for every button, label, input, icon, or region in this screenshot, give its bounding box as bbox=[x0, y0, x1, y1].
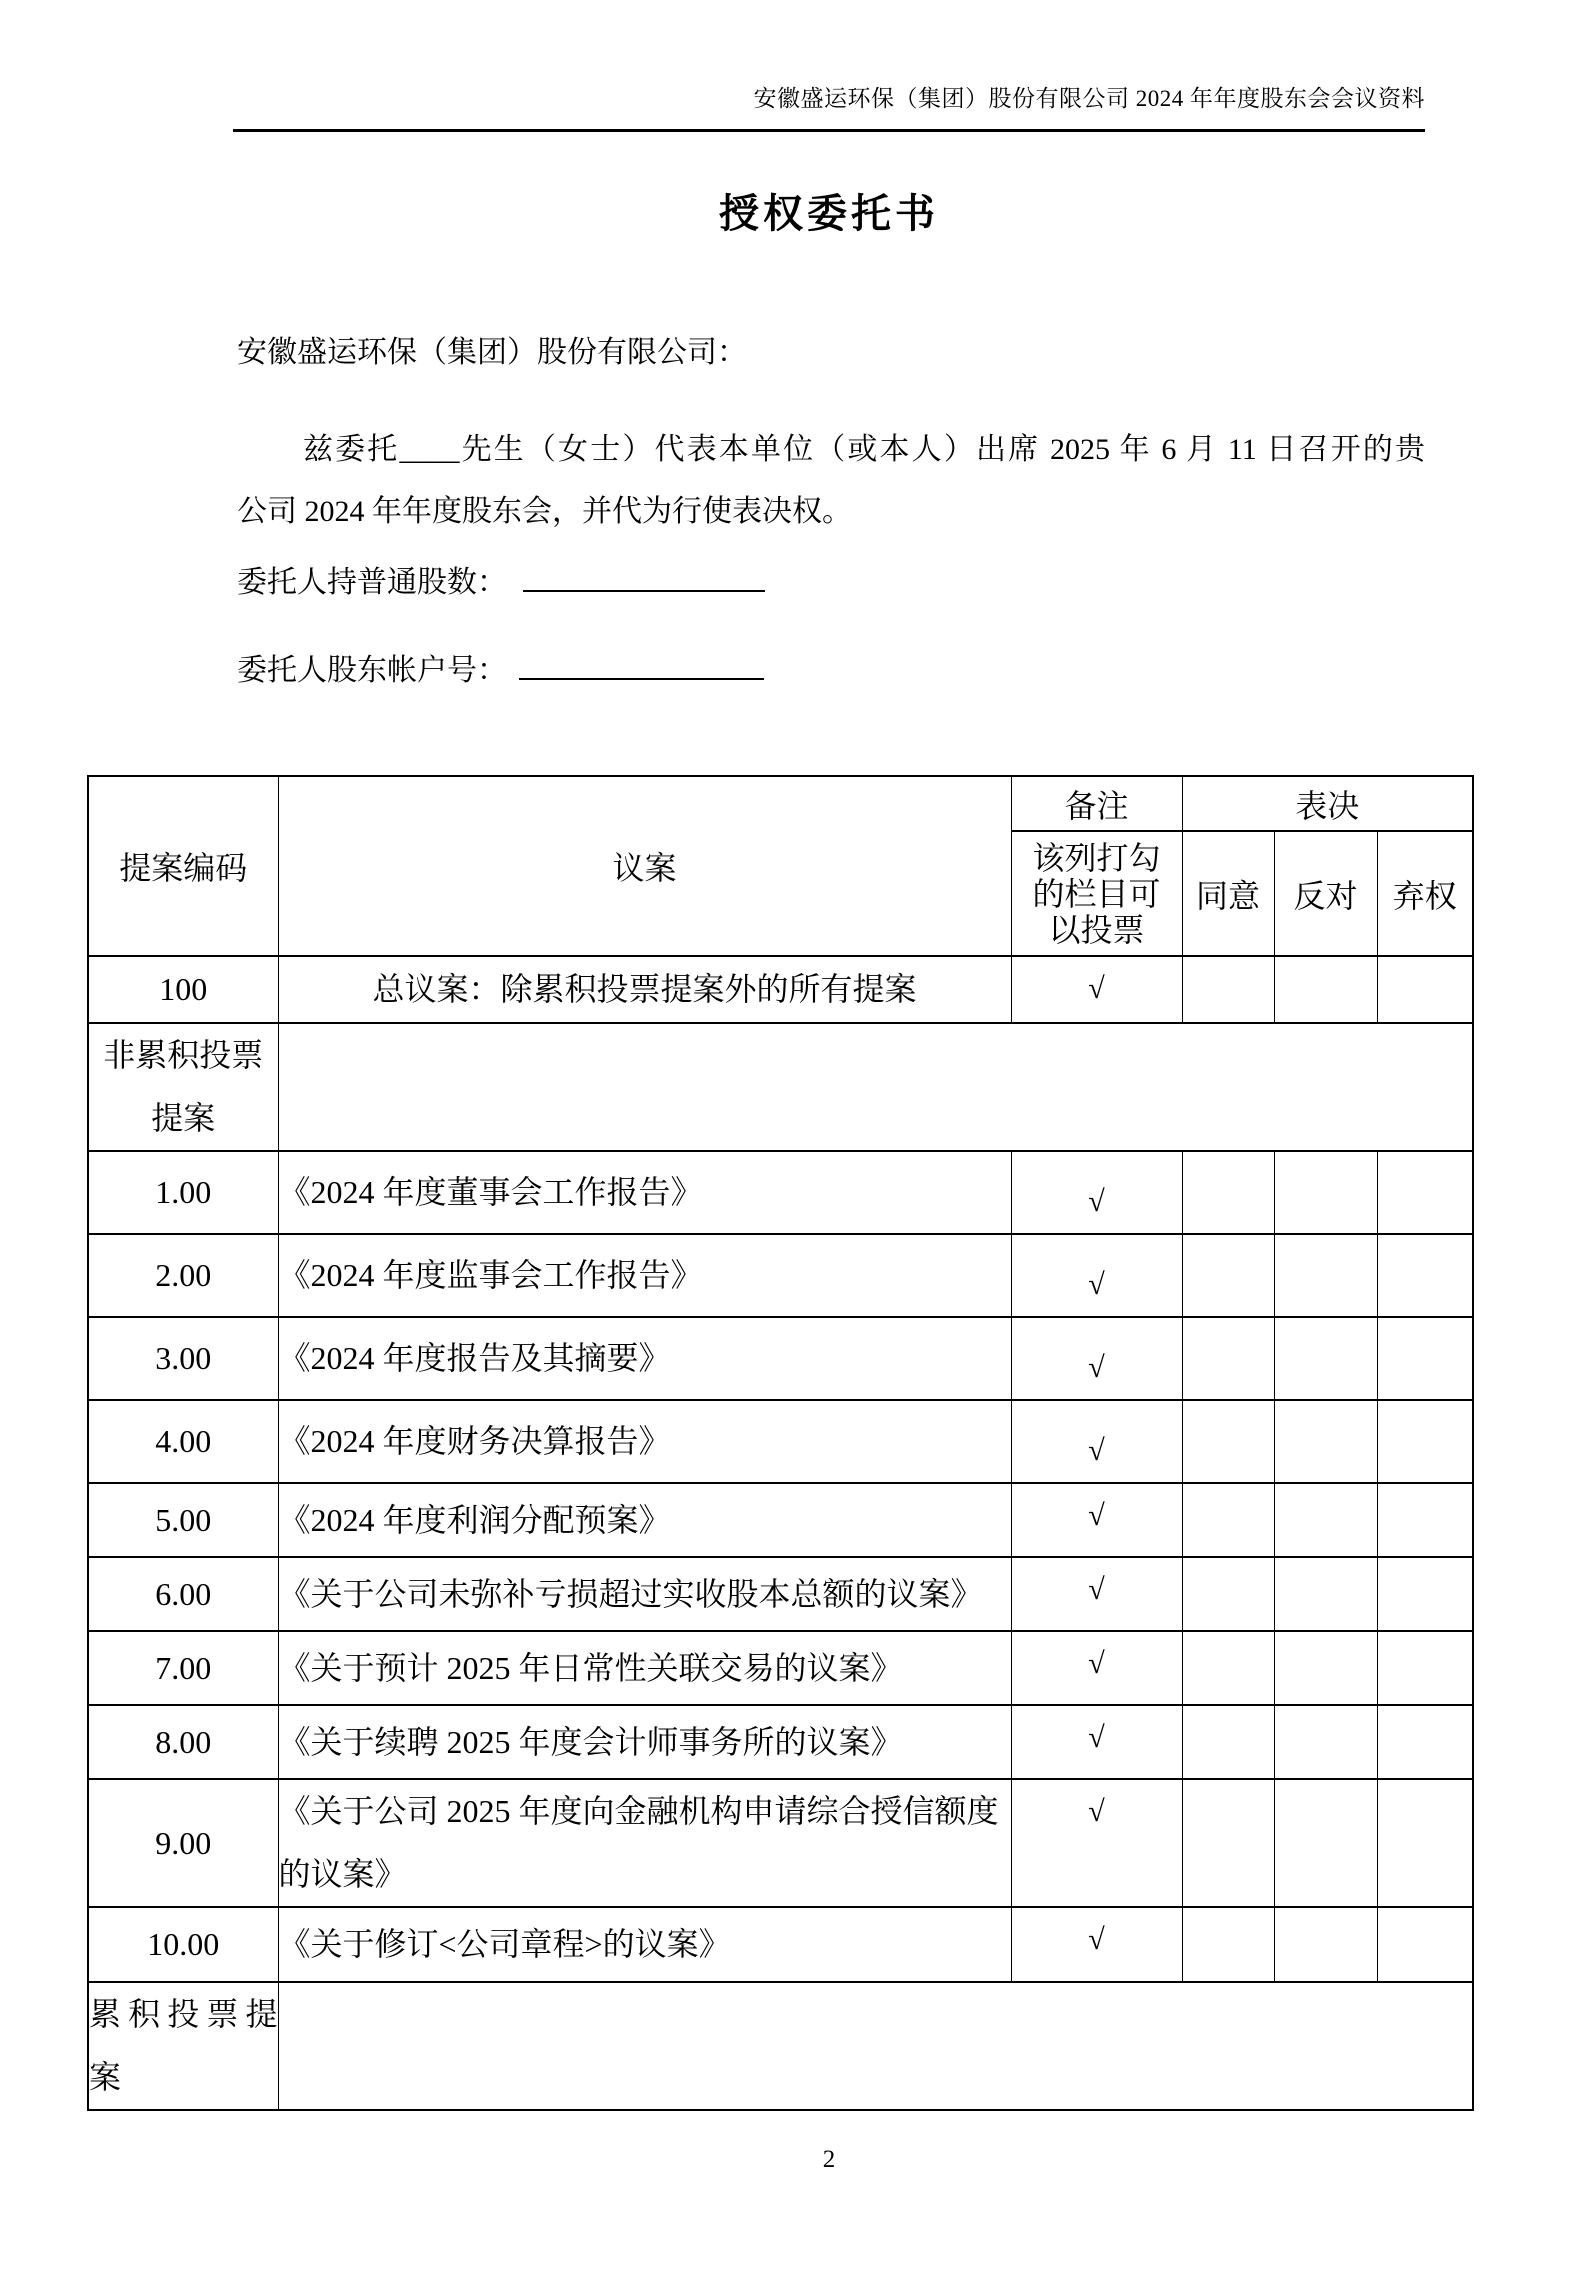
remark-check-cell: √ bbox=[1011, 1234, 1182, 1317]
table-row bbox=[88, 1151, 1473, 1234]
remark-check-cell: √ bbox=[1011, 1631, 1182, 1705]
oppose-cell bbox=[1274, 1779, 1377, 1907]
remark-check-cell: √ bbox=[1011, 1317, 1182, 1400]
proposal-cell: 《2024 年度监事会工作报告》 bbox=[278, 1234, 1011, 1317]
proposal-cell: 《关于修订<公司章程>的议案》 bbox=[278, 1907, 1011, 1982]
running-header: 安徽盛运环保（集团）股份有限公司 2024 年年度股东会会议资料 bbox=[233, 84, 1425, 132]
table-row bbox=[88, 1705, 1473, 1779]
header-proposal: 议案 bbox=[278, 776, 1011, 956]
remark-check-cell: √ bbox=[1011, 1907, 1182, 1982]
proposal-cell: 《2024 年度财务决算报告》 bbox=[278, 1400, 1011, 1483]
proposal-cell: 《关于公司未弥补亏损超过实收股本总额的议案》 bbox=[278, 1557, 1011, 1631]
oppose-cell bbox=[1274, 956, 1377, 1023]
agree-cell bbox=[1182, 1907, 1274, 1982]
header-abstain: 弃权 bbox=[1377, 831, 1473, 956]
remark-note-text: 该列打勾的栏目可以投票 bbox=[1032, 839, 1161, 948]
proposals-table-body bbox=[88, 956, 1473, 2110]
table-row bbox=[88, 1557, 1473, 1631]
abstain-cell bbox=[1377, 1907, 1473, 1982]
header-remark: 备注 bbox=[1011, 776, 1182, 831]
oppose-cell bbox=[1274, 1557, 1377, 1631]
table-row bbox=[88, 1483, 1473, 1557]
proposal-cell: 《关于预计 2025 年日常性关联交易的议案》 bbox=[278, 1631, 1011, 1705]
oppose-cell bbox=[1274, 1400, 1377, 1483]
table-row bbox=[88, 1317, 1473, 1400]
proposal-code-cell: 100 bbox=[88, 956, 278, 1023]
section-label-cell: 累积投票提案 bbox=[88, 1982, 278, 2110]
remark-check-cell: √ bbox=[1011, 1400, 1182, 1483]
table-row bbox=[88, 1023, 1473, 1151]
account-label: 委托人股东帐户号： bbox=[237, 654, 507, 687]
table-row bbox=[88, 1779, 1473, 1907]
remark-check-cell: √ bbox=[1011, 1483, 1182, 1557]
remark-check-cell: √ bbox=[1011, 1705, 1182, 1779]
agree-cell bbox=[1182, 1400, 1274, 1483]
abstain-cell bbox=[1377, 956, 1473, 1023]
proposal-cell: 《2024 年度报告及其摘要》 bbox=[278, 1317, 1011, 1400]
proposal-code-cell: 8.00 bbox=[88, 1705, 278, 1779]
authorization-line-1: 兹委托____先生（女士）代表本单位（或本人）出席 2025 年 6 月 11 日召开的贵 bbox=[303, 433, 1425, 466]
table-row bbox=[88, 1400, 1473, 1483]
abstain-cell bbox=[1377, 1631, 1473, 1705]
proposal-code-cell: 1.00 bbox=[88, 1151, 278, 1234]
account-line bbox=[237, 650, 764, 689]
header-agree: 同意 bbox=[1182, 831, 1274, 956]
oppose-cell bbox=[1274, 1151, 1377, 1234]
shares-label: 委托人持普通股数： bbox=[237, 566, 507, 599]
proposal-code-cell: 5.00 bbox=[88, 1483, 278, 1557]
proposal-code-cell: 3.00 bbox=[88, 1317, 278, 1400]
table-row bbox=[88, 1907, 1473, 1982]
section-span-cell bbox=[278, 1982, 1473, 2110]
proposal-code-cell: 4.00 bbox=[88, 1400, 278, 1483]
abstain-cell bbox=[1377, 1779, 1473, 1907]
agree-cell bbox=[1182, 1234, 1274, 1317]
remark-check-cell: √ bbox=[1011, 1557, 1182, 1631]
proposal-cell: 总议案：除累积投票提案外的所有提案 bbox=[278, 956, 1011, 1023]
section-span-cell bbox=[278, 1023, 1473, 1151]
table-row bbox=[88, 1982, 1473, 2110]
abstain-cell bbox=[1377, 1557, 1473, 1631]
proposal-cell: 《关于续聘 2025 年度会计师事务所的议案》 bbox=[278, 1705, 1011, 1779]
oppose-cell bbox=[1274, 1483, 1377, 1557]
proposal-code-cell: 9.00 bbox=[88, 1779, 278, 1907]
table-row bbox=[88, 1234, 1473, 1317]
proposal-cell: 《关于公司 2025 年度向金融机构申请综合授信额度的议案》 bbox=[278, 1779, 1011, 1907]
header-oppose: 反对 bbox=[1274, 831, 1377, 956]
remark-check-cell: √ bbox=[1011, 956, 1182, 1023]
proposal-code-cell: 7.00 bbox=[88, 1631, 278, 1705]
proposals-table bbox=[87, 775, 1474, 2111]
agree-cell bbox=[1182, 1483, 1274, 1557]
remark-check-cell: √ bbox=[1011, 1779, 1182, 1907]
proposal-cell: 《2024 年度董事会工作报告》 bbox=[278, 1151, 1011, 1234]
authorization-line-2: 公司 2024 年年度股东会，并代为行使表决权。 bbox=[237, 495, 852, 528]
header-proposal-code: 提案编码 bbox=[88, 776, 278, 956]
oppose-cell bbox=[1274, 1631, 1377, 1705]
abstain-cell bbox=[1377, 1705, 1473, 1779]
proposal-code-cell: 2.00 bbox=[88, 1234, 278, 1317]
agree-cell bbox=[1182, 1151, 1274, 1234]
page-number: 2 bbox=[822, 2146, 836, 2173]
proposal-code-cell: 6.00 bbox=[88, 1557, 278, 1631]
oppose-cell bbox=[1274, 1317, 1377, 1400]
salutation-line: 安徽盛运环保（集团）股份有限公司： bbox=[237, 336, 747, 369]
abstain-cell bbox=[1377, 1234, 1473, 1317]
agree-cell bbox=[1182, 1705, 1274, 1779]
shares-blank-underline bbox=[523, 562, 765, 592]
header-remark-note bbox=[1011, 831, 1182, 956]
page-title: 授权委托书 bbox=[719, 191, 939, 236]
proposals-table-wrapper bbox=[87, 775, 1474, 2111]
agree-cell bbox=[1182, 1631, 1274, 1705]
header-vote: 表决 bbox=[1182, 776, 1473, 831]
abstain-cell bbox=[1377, 1151, 1473, 1234]
account-blank-underline bbox=[519, 650, 764, 680]
agree-cell bbox=[1182, 1317, 1274, 1400]
agree-cell bbox=[1182, 1779, 1274, 1907]
section-label-cell: 非累积投票提案 bbox=[88, 1023, 278, 1151]
oppose-cell bbox=[1274, 1234, 1377, 1317]
proposal-cell: 《2024 年度利润分配预案》 bbox=[278, 1483, 1011, 1557]
abstain-cell bbox=[1377, 1400, 1473, 1483]
authorization-paragraph bbox=[237, 419, 1425, 543]
oppose-cell bbox=[1274, 1907, 1377, 1982]
proposal-code-cell: 10.00 bbox=[88, 1907, 278, 1982]
agree-cell bbox=[1182, 956, 1274, 1023]
abstain-cell bbox=[1377, 1317, 1473, 1400]
agree-cell bbox=[1182, 1557, 1274, 1631]
table-row bbox=[88, 956, 1473, 1023]
oppose-cell bbox=[1274, 1705, 1377, 1779]
table-row bbox=[88, 1631, 1473, 1705]
abstain-cell bbox=[1377, 1483, 1473, 1557]
remark-check-cell: √ bbox=[1011, 1151, 1182, 1234]
shares-line bbox=[237, 562, 765, 601]
